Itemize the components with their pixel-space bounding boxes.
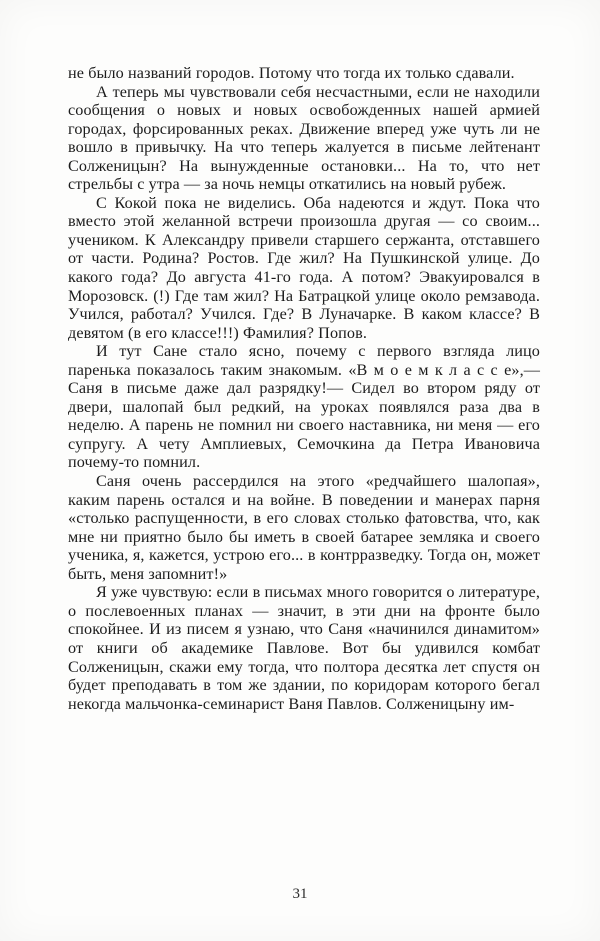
paragraph: не было названий городов. Потому что тогда их только сдавали.	[68, 64, 515, 82]
paragraph: И тут Сане стало ясно, почему с первого взгляда лицо паренька показалось таким знакомым. «В м о е м к л а с с е»,— Саня в письме даже дал разрядку!— Сидел во втором ряду от двери, шалопай был редкий, на уроках появлялся раза два в неделю. А парень не помнил ни своего наставника, ни меня — его супругу. А чету Амплиевых, Семочкина да Петра Ивановича почему-то помнил.	[68, 342, 540, 472]
page-number: 31	[292, 886, 308, 902]
paragraph: Я уже чувствую: если в письмах много говорится о литературе, о послевоенных планах — значит, в эти дни на фронте было спокойнее. И из писем я узнаю, что Саня «начинился динамитом» от книги об академике Павлове. Вот бы удивился комбат Солженицын, скажи ему тогда, что полтора десятка лет спустя он будет преподавать в том же здании, по коридорам которого бегал некогда мальчонка-семинарист Ваня Павлов. Солженицыну им-	[68, 583, 540, 713]
text-block	[68, 64, 540, 713]
paragraph: А теперь мы чувствовали себя несчастными, если не находили сообщения о новых и новых освобожденных нашей армией городах, форсированных реках. Движение вперед уже чуть ли не вошло в привычку. На что теперь жалуется в письме лейтенант Солженицын? На вынужденные остановки... На то, что нет стрельбы с утра — за ночь немцы откатились на новый рубеж.	[68, 82, 540, 194]
paragraph: Саня очень рассердился на этого «редчайшего шалопая», каким парень остался и на войне. В поведении и манерах парня «столько распущенности, в его словах столько фатовства, что, как мне ни приятно было бы иметь в своей батарее земляка и своего ученика, я, кажется, устрою его... в контрразведку. Тогда он, может быть, меня запомнит!»	[68, 472, 540, 583]
paragraph: С Кокой пока не виделись. Оба надеются и ждут. Пока что вместо этой желанной встречи произошла другая — со своим... учеником. К Александру привели старшего сержанта, отставшего от части. Родина? Ростов. Где жил? На Пушкинской улице. До какого года? До августа 41-го года. А потом? Эвакуировался в Морозовск. (!) Где там жил? На Батрацкой улице около ремзавода. Учился, работал? Учился. Где? В Луначарке. В каком классе? В девятом (в его классе!!!) Фамилия? Попов.	[68, 193, 540, 342]
